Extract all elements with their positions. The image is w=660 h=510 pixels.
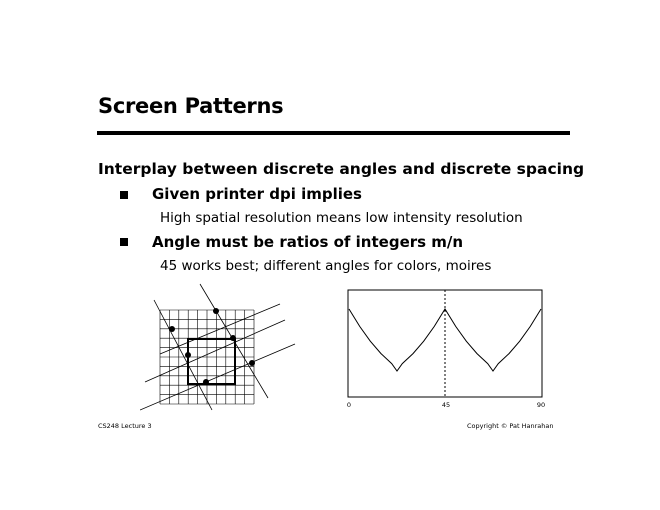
x-tick-45: 45 <box>441 401 451 409</box>
bullet-1-text: Given printer dpi implies <box>152 185 362 203</box>
x-tick-90: 90 <box>536 401 546 409</box>
footer-left: CS248 Lecture 3 <box>98 422 152 430</box>
bullet-square-2 <box>120 238 128 246</box>
halftone-grid-icon <box>140 282 310 412</box>
bullet-1-sub: High spatial resolution means low intensity resolution <box>160 210 523 226</box>
main-point: Interplay between discrete angles and discrete spacing <box>98 160 585 178</box>
bullet-2-sub: 45 works best; different angles for colors, moires <box>160 258 492 274</box>
bullet-square-1 <box>120 191 128 199</box>
footer-right: Copyright © Pat Hanrahan <box>467 422 554 430</box>
x-tick-0: 0 <box>346 401 352 409</box>
chart <box>345 287 545 402</box>
title-rule <box>97 131 570 135</box>
bullet-2-text: Angle must be ratios of integers m/n <box>152 233 464 251</box>
slide-title: Screen Patterns <box>98 94 284 118</box>
